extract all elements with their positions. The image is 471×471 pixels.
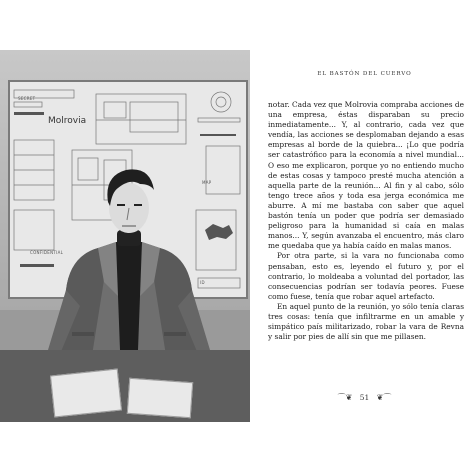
- body-text: [268, 100, 464, 342]
- paper-sheet: [50, 369, 122, 418]
- paper-sheet: [127, 378, 193, 418]
- ornament-left-icon: ⌒❦: [337, 393, 353, 402]
- illustration-desk: [0, 350, 250, 422]
- screen-tag: SECRET: [18, 96, 36, 101]
- paragraph: En aquel punto de la reunión, yo sólo tenía claras tres cosas: tenía que infiltrarme en un amable y simpático país militarizado, robar la vara de Revna y salir por pies de allí sin que me pillasen.: [268, 301, 464, 342]
- illustration-page: [0, 50, 250, 422]
- ornament-right-icon: ❦⌒: [376, 393, 392, 402]
- running-head: EL BASTÓN DEL CUERVO: [317, 71, 412, 77]
- page-number-footer: [258, 392, 471, 403]
- paragraph: notar. Cada vez que Molrovia compraba acciones de una empresa, éstas disparaban su precio inmediatamente... Y, al contrario, cada vez que vendía, las acciones se desplomaban dejando a esas empresas al borde de la quiebra... ¡Lo que podría ser catastrófico para la economía a nivel mundial... O eso me explicaron, porque yo no entiendo mucho de estas cosas y tampoco presté mucha atención a aquella parte de la reunión... Al fin y al cabo, sólo tengo trece años y toda esa jerga económica me aburre. A mí me bastaba con saber que aquel bastón tenía un poder que podría ser demasiado peligroso para la humanidad si caía en malas manos... Y, según avanzaba el encuentro, más claro me quedaba que ya había caído en malas manos.: [268, 100, 464, 251]
- screen-tag: ID: [200, 280, 205, 285]
- screen-label: Molrovia: [48, 116, 87, 126]
- book-spread: [0, 50, 471, 422]
- page-number: 51: [359, 393, 370, 402]
- text-page: [258, 50, 471, 422]
- paragraph: Por otra parte, si la vara no funcionaba como pensaban, esto es, leyendo el futuro y, por el contrario, lo moldeaba a voluntad del portador, las consecuencias podrían ser todavía peores. Fuese como fuese, tenía que robar aquel artefacto.: [268, 251, 464, 301]
- screen-tag: MAP: [202, 180, 212, 185]
- man-figure: [40, 169, 218, 368]
- screen-tag: CONFIDENTIAL: [30, 250, 64, 255]
